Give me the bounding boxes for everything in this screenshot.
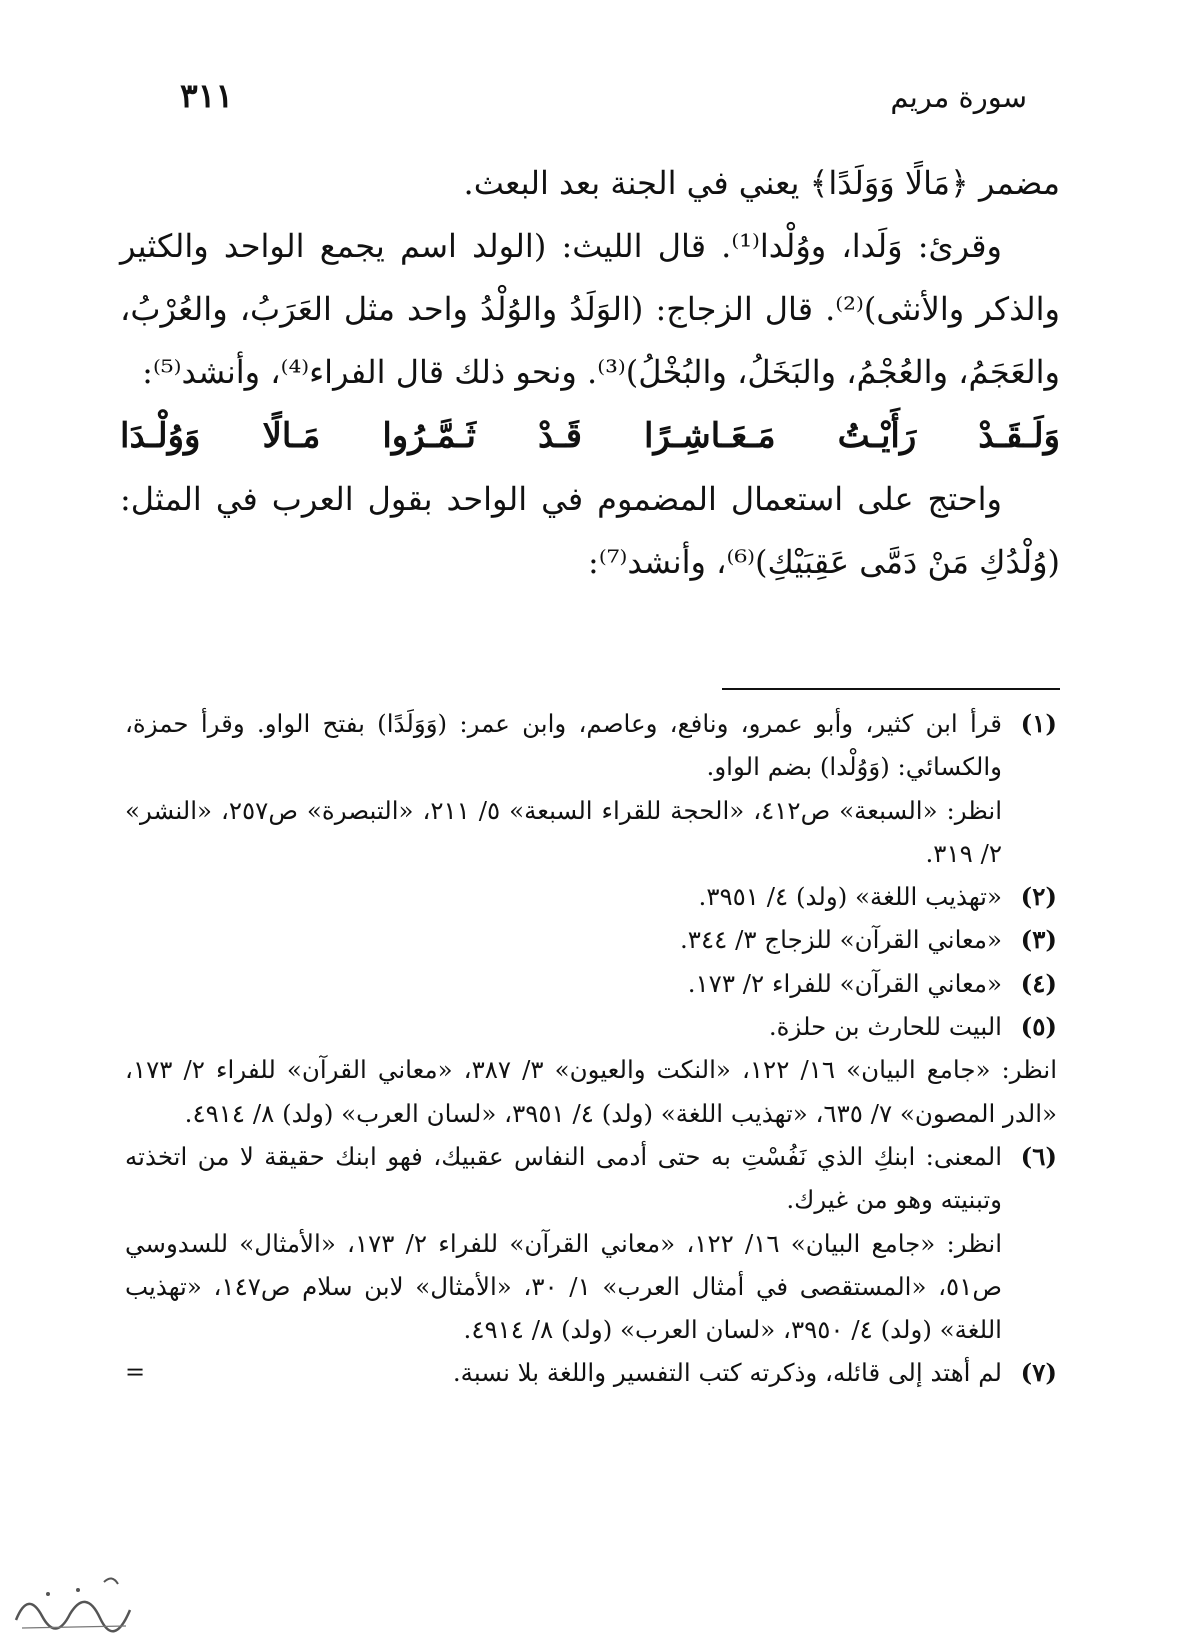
page-number: ٣١١: [180, 76, 234, 115]
footnote-text: المعنى: ابنكِ الذي نَفُسْتِ به حتى أدمى النفاس عقبيك، فهو ابنك حقيقة لا من اتخذته وتبنيته وهو من غيرك.: [125, 1141, 1002, 1215]
footnote-5: [125, 1005, 1057, 1048]
footnote-number: (٢): [1020, 882, 1057, 912]
watermark-logo: [8, 1570, 136, 1642]
footnote-2: [125, 875, 1057, 918]
continued-mark: =: [125, 1358, 146, 1387]
footnote-refs: انظر: «جامع البيان» ١٦/ ١٢٢، «النكت والعيون» ٣/ ٣٨٧، «معاني القرآن» للفراء ٢/ ١٧٣، «الدر المصون» ٧/ ٦٣٥، «تهذيب اللغة» (ولد) ٤/ ٣٩٥١، «لسان العرب» (ولد) ٨/ ٤٩١٤.: [125, 1055, 1058, 1128]
footnote-3: [125, 918, 1057, 961]
footnote-text: البيت للحارث بن حلزة.: [768, 1012, 1002, 1042]
footnote-refs: انظر: «جامع البيان» ١٦/ ١٢٢، «معاني القرآن» للفراء ٢/ ١٧٣، «الأمثال» للسدوسي ص٥١، «المستقصى في أمثال العرب» ١/ ٣٠، «الأمثال» لابن سلام ص١٤٧، «تهذيب اللغة» (ولد) ٤/ ٣٩٥٠، «لسان العرب» (ولد) ٨/ ٤٩١٤.: [125, 1228, 1003, 1345]
footnote-number: (٧): [1020, 1358, 1057, 1388]
footnote-text: «تهذيب اللغة» (ولد) ٤/ ٣٩٥١.: [698, 882, 1002, 912]
footnote-number: (٦): [1020, 1141, 1057, 1171]
main-text: [120, 152, 1060, 594]
footnote-number: (٤): [1020, 968, 1057, 998]
footnote-number: (٣): [1020, 925, 1057, 955]
footnote-refs: انظر: «السبعة» ص٤١٢، «الحجة للقراء السبعة» ٥/ ٢١١، «التبصرة» ص٢٥٧، «النشر» ٢/ ٣١٩.: [125, 795, 1003, 868]
footnote-4: [125, 962, 1057, 1005]
paragraph: مضمر ﴿مَالًا وَوَلَدًا﴾ يعني في الجنة بعد البعث.: [463, 164, 1060, 202]
footnote-text: «معاني القرآن» للزجاج ٣/ ٣٤٤.: [680, 925, 1002, 955]
footnote-number: (٥): [1020, 1012, 1057, 1042]
footnote-number: (١): [1020, 709, 1057, 738]
poetry-verse: وَلَـقَـدْ رَأَيْـتُ مَـعَـاشِـرًا قَـدْ ثَـمَّـرُوا مَـالًا وَوُلْـدَا: [120, 416, 1060, 456]
footnote-text: «معاني القرآن» للفراء ٢/ ١٧٣.: [687, 968, 1002, 998]
page-header: [180, 76, 1027, 124]
paragraph: وقرئ: وَلَدا، ووُلْدا⁽¹⁾. قال الليث: (الولد اسم يجمع الواحد والكثير والذكر والأنثى)⁽²⁾. قال الزجاج: (الوَلَدُ والوُلْدُ واحد مثل العَرَبُ، والعُرْبُ، والعَجَمُ، والعُجْمُ، والبَخَلُ، والبُخْلُ)⁽³⁾. ونحو ذلك قال الفراء⁽⁴⁾، وأنشد⁽⁵⁾:: [120, 227, 1061, 391]
footnote-6: [125, 1135, 1057, 1351]
surah-name: سورة مريم: [890, 80, 1027, 114]
footnote-7: [125, 1351, 1057, 1394]
footnote-text: قرأ ابن كثير، وأبو عمرو، ونافع، وعاصم، وابن عمر: (وَوَلَدًا) بفتح الواو. وقرأ حمزة، والكسائي: (وَوُلْدا) بضم الواو.: [125, 709, 1002, 782]
footnote-1: [125, 702, 1057, 875]
footnote-divider: [722, 688, 1060, 690]
paragraph: واحتج على استعمال المضموم في الواحد بقول العرب في المثل: (وُلْدُكِ مَنْ دَمَّى عَقِبَيْكِ)⁽⁶⁾، وأنشد⁽⁷⁾:: [120, 480, 1060, 581]
footnote-text: لم أهتد إلى قائله، وذكرته كتب التفسير واللغة بلا نسبة.: [452, 1358, 1002, 1388]
footnotes: [125, 702, 1057, 1395]
